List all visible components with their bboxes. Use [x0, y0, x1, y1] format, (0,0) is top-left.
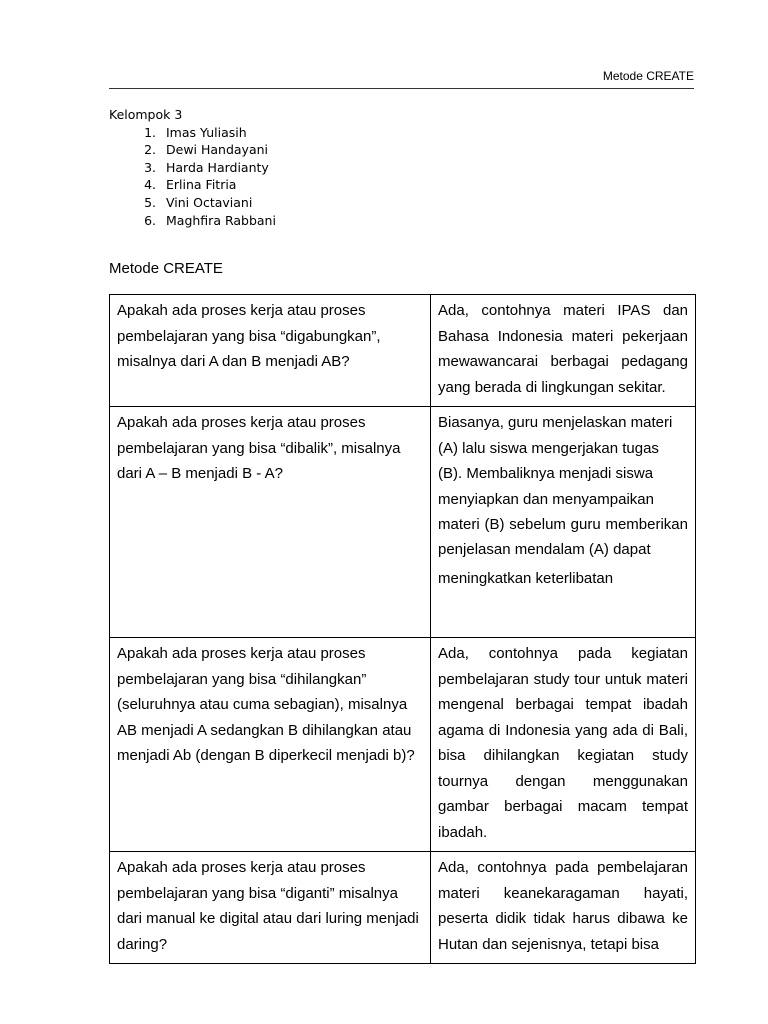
- header-divider: [109, 88, 694, 89]
- member-name: Erlina Fitria: [166, 177, 237, 193]
- list-item: 6. Maghfira Rabbani: [144, 212, 276, 228]
- answer-cell: Ada, contohnya pada kegiatan pembelajaran study tour untuk materi mengenal berbagai tempat ibadah agama di Indonesia yang ada di Bali, bisa dihilangkan kegiatan study tournya dengan menggunakan gambar berbagai macam tempat ibadah.: [431, 638, 696, 852]
- list-item: 2. Dewi Handayani: [144, 142, 269, 158]
- answer-cell: [431, 852, 696, 964]
- member-name: Imas Yuliasih: [166, 124, 247, 140]
- table-row: [110, 852, 696, 964]
- answer-lead: Ada, contohnya materi: [438, 302, 605, 319]
- question-cell: Apakah ada proses kerja atau proses pembelajaran yang bisa “digabungkan”, misalnya dari A dan B menjadi AB?: [110, 295, 431, 407]
- list-item: 5. Vini Octaviani: [144, 194, 253, 210]
- list-item: 1. Imas Yuliasih: [144, 124, 247, 140]
- question-cell: Apakah ada proses kerja atau proses pembelajaran yang bisa “dihilangkan” (seluruhnya atau cuma sebagian), misalnya AB menjadi A sedangkan B dihilangkan atau menjadi Ab (dengan B diperkecil menjadi b)?: [110, 638, 431, 852]
- member-name: Vini Octaviani: [166, 194, 253, 210]
- group-title: Kelompok 3: [109, 107, 183, 122]
- answer-line: (B). Membaliknya menjadi siswa: [438, 465, 654, 482]
- group-block: [109, 106, 276, 229]
- create-method-table: [109, 294, 696, 964]
- answer-text: IPAS dan Bahasa Indonesia materi pekerjaan mewawancarai berbagai pedagang yang berada di lingkungan sekitar.: [438, 302, 689, 396]
- table-row: [110, 407, 696, 638]
- answer-line: materi (B) sebelum guru memberikan: [438, 516, 688, 533]
- page-header-title: Metode CREATE: [602, 69, 694, 83]
- answer-line: Biasanya, guru menjelaskan materi: [438, 414, 673, 431]
- answer-cell: [431, 295, 696, 407]
- answer-cell: [431, 407, 696, 638]
- answer-line: menyiapkan dan menyampaikan: [438, 490, 654, 508]
- member-name: Maghfira Rabbani: [166, 212, 276, 228]
- member-name: Dewi Handayani: [166, 142, 269, 158]
- member-list: [109, 124, 276, 230]
- member-name: Harda Hardianty: [166, 159, 269, 175]
- question-cell: Apakah ada proses kerja atau proses pembelajaran yang bisa “dibalik”, misalnya dari A – B menjadi B - A?: [110, 407, 431, 638]
- table-row: [110, 638, 696, 852]
- answer-line: (A) lalu siswa mengerjakan tugas: [438, 439, 659, 457]
- table-row: [110, 295, 696, 407]
- answer-line: penjelasan mendalam (A) dapat: [438, 541, 651, 558]
- answer-line: meningkatkan keterlibatan: [438, 570, 614, 587]
- section-title: Metode CREATE: [109, 260, 223, 277]
- question-cell: Apakah ada proses kerja atau proses pembelajaran yang bisa “diganti” misalnya dari manual ke digital atau dari luring menjadi daring?: [110, 852, 431, 964]
- answer-text: Ada, contohnya pada pembelajaran materi keanekaragaman hayati, peserta didik tidak harus dibawa ke Hutan dan sejenisnya, tetapi bisa: [438, 859, 688, 953]
- list-item: 4. Erlina Fitria: [144, 177, 237, 193]
- list-item: 3. Harda Hardianty: [144, 159, 269, 175]
